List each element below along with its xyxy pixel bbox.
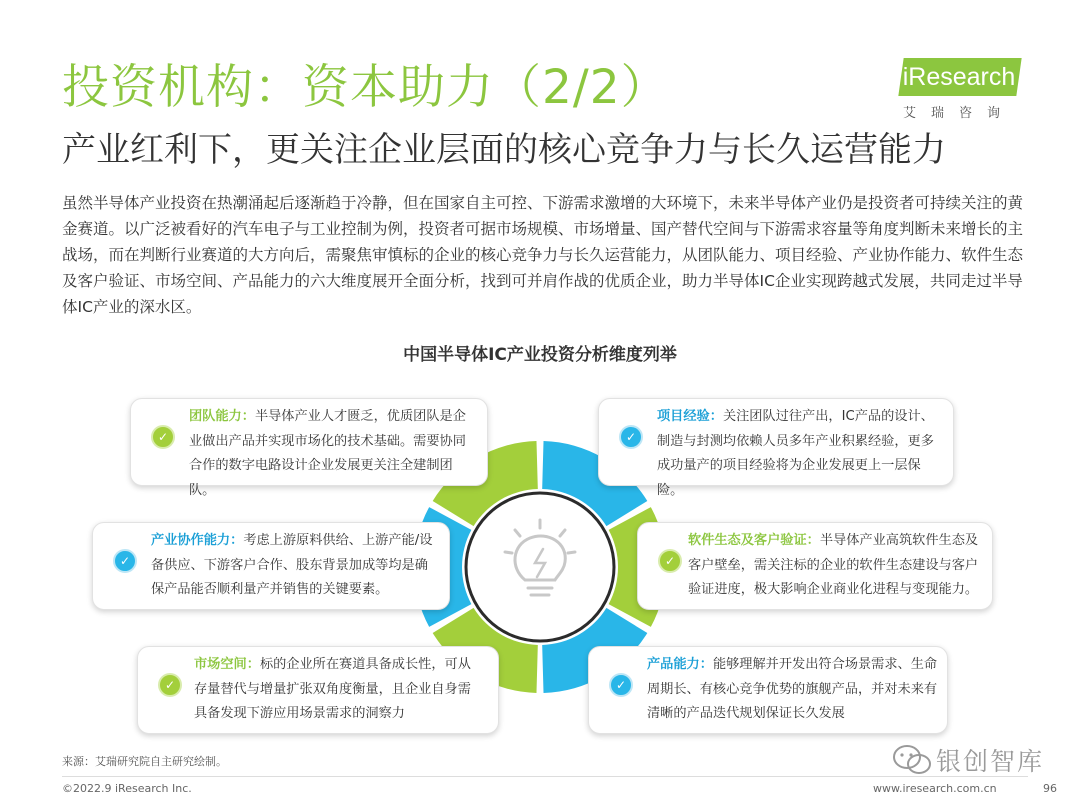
footer-divider: [62, 776, 1028, 777]
logo-cn-text: 艾瑞咨询: [902, 106, 1015, 121]
card-label: 产业协作能力：: [151, 533, 244, 548]
check-icon: ✓: [113, 549, 137, 573]
card-market-space: [137, 646, 499, 734]
source-note: 来源：艾瑞研究院自主研究绘制。: [62, 755, 227, 768]
card-label: 团队能力：: [189, 409, 255, 424]
card-body: 半导体产业人才匮乏，优质团队是企业做出产品并实现市场化的技术基础。需要协同合作的数字电路设计企业发展更关注全建制团队。: [189, 409, 466, 498]
card-body: 关注团队过往产出，IC产品的设计、制造与封测均依赖人员多年产业积累经验，更多成功量产的项目经验将为企业发展更上一层保险。: [657, 409, 934, 498]
watermark: [892, 738, 1052, 782]
card-body: 标的企业所在赛道具备成长性，可从存量替代与增量扩张双角度衡量，且企业自身需具备发现下游应用场景需求的洞察力: [194, 657, 471, 721]
card-project-experience: [598, 398, 954, 498]
page-title: 投资机构：资本助力（2/2）: [62, 60, 669, 115]
site-url: www.iresearch.com.cn: [873, 782, 997, 795]
card-label: 产品能力：: [647, 657, 713, 672]
watermark-text: 银创智库: [936, 747, 1045, 776]
card-label: 项目经验：: [657, 409, 723, 424]
check-icon: ✓: [151, 425, 175, 449]
card-team-capability: [130, 398, 488, 498]
card-software-ecosystem: [637, 522, 993, 610]
wechat-icon: [892, 744, 932, 778]
page-number: 96: [1043, 782, 1057, 795]
card-body: 半导体产业高筑软件生态及客户壁垒，需关注标的企业的软件生态建设与客户验证进度，极大影响企业商业化进程与变现能力。: [688, 533, 979, 597]
check-icon: ✓: [619, 425, 643, 449]
card-text: [657, 405, 945, 503]
check-icon: ✓: [609, 673, 633, 697]
card-text: [151, 529, 437, 603]
card-text: [688, 529, 988, 603]
card-body: 能够理解并开发出符合场景需求、生命周期长、有核心竞争优势的旗舰产品，并对未来有清晰的产品迭代规划保证长久发展: [647, 657, 938, 721]
card-text: [647, 653, 939, 727]
check-icon: ✓: [658, 549, 682, 573]
card-industry-collaboration: [92, 522, 450, 610]
logo-text: iResearch: [902, 63, 1016, 91]
check-icon: ✓: [158, 673, 182, 697]
copyright-text: ©2022.9 iResearch Inc.: [62, 782, 192, 795]
intro-text: 虽然半导体产业投资在热潮涌起后逐渐趋于冷静，但在国家自主可控、下游需求激增的大环境下，未来半导体产业仍是投资者可持续关注的黄金赛道。以广泛被看好的汽车电子与工业控制为例，投资者可据市场规模、市场增量、国产替代空间与下游需求容量等角度判断未来增长的主战场，而在判断行业赛道的大方向后，需聚焦审慎标的企业的核心竞争力与长久运营能力，从团队能力、项目经验、产业协作能力、软件生态及客户验证、市场空间、产品能力的六大维度展开全面分析，找到可并肩作战的优质企业，助力半导体IC企业实现跨越式发展，共同走过半导体IC产业的深水区。: [62, 194, 1024, 316]
card-label: 软件生态及客户验证：: [688, 533, 820, 548]
diagram-title: 中国半导体IC产业投资分析维度列举: [403, 345, 677, 365]
card-label: 市场空间：: [194, 657, 260, 672]
card-body: 考虑上游原料供给、上游产能/设备供应、下游客户合作、股东背景加成等均是确保产品能否顺利量产并销售的关键要素。: [151, 533, 433, 597]
card-product-capability: [588, 646, 948, 734]
card-text: [189, 405, 479, 503]
card-text: [194, 653, 484, 727]
page-subtitle: 产业红利下，更关注企业层面的核心竞争力与长久运营能力: [62, 130, 946, 170]
